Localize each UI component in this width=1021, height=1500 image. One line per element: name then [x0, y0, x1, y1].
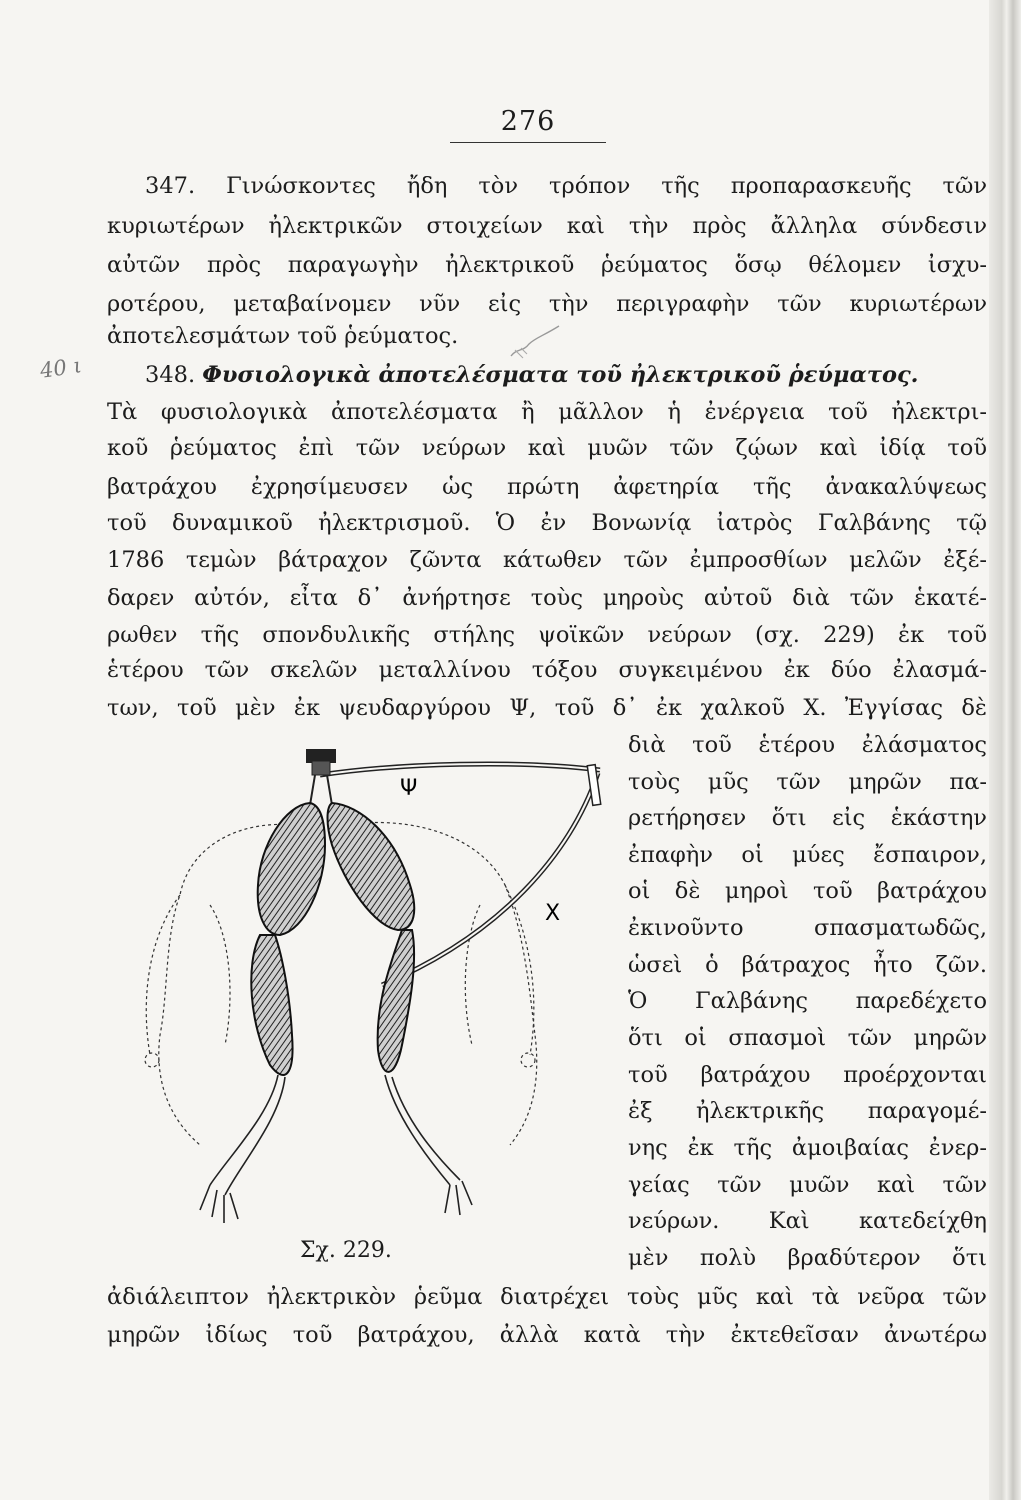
text-line: ἐκινοῦντο σπασματωδῶς,	[628, 915, 987, 941]
text-line: νης ἐκ τῆς ἀμοιβαίας ἐνερ-	[628, 1135, 987, 1161]
text-line: νεύρων. Καὶ κατεδείχθη	[628, 1208, 987, 1234]
text-line: ὡσεὶ ὁ βάτραχος ἦτο ζῶν.	[628, 952, 987, 978]
left-calf	[251, 935, 292, 1075]
text-line: κυριωτέρων ἠλεκτρικῶν στοιχείων καὶ τὴν πρὸς ἄλληλα σύνδεσιν	[107, 213, 987, 239]
frog-legs-figure	[120, 735, 620, 1245]
text-line: ἐπαφὴν οἱ μύες ἔσπαιρον,	[628, 842, 987, 868]
text-line: ἀδιάλειπτον ἠλεκτρικὸν ῥεῦμα διατρέχει τοὺς μῦς καὶ τὰ νεῦρα τῶν	[107, 1284, 987, 1310]
text-line: ρωθεν τῆς σπονδυλικῆς στήλης ψοϊκῶν νεύρων (σχ. 229) ἐκ τοῦ	[107, 622, 987, 648]
section-title: Φυσιολογικὰ ἀποτελέσματα τοῦ ἠλεκτρικοῦ ῥεύματος.	[202, 362, 919, 388]
text-line: 347. Γινώσκοντες ἤδη τὸν τρόπον τῆς προπαρασκευῆς τῶν	[145, 173, 987, 199]
text-line: Ὁ Γαλβάνης παρεδέχετο	[628, 988, 987, 1014]
text-line: τοῦ βατράχου προέρχονται	[628, 1062, 987, 1088]
chi-label: X	[545, 901, 561, 926]
text-line: ρετήρησεν ὅτι εἰς ἑκάστην	[628, 805, 987, 831]
text-line: Τὰ φυσιολογικὰ ἀποτελέσματα ἢ μᾶλλον ἡ ἐνέργεια τοῦ ἠλεκτρι-	[107, 399, 987, 425]
pencil-mark	[503, 322, 563, 362]
text-line: ροτέρου, μεταβαίνομεν νῦν εἰς τὴν περιγραφὴν τῶν κυριωτέρων	[107, 291, 987, 317]
section-heading	[145, 360, 987, 390]
text-line: ἐξ ἠλεκτρικῆς παραγομέ-	[628, 1098, 987, 1124]
text-line: μὲν πολὺ βραδύτερον ὅτι	[628, 1245, 987, 1271]
text-line: αὐτῶν πρὸς παραγωγὴν ἠλεκτρικοῦ ῥεύματος ὅσῳ θέλομεν ἰσχυ-	[107, 252, 987, 278]
left-thigh	[258, 803, 325, 935]
text-line: τοῦ δυναμικοῦ ἠλεκτρισμοῦ. Ὁ ἐν Βονωνίᾳ ἰατρὸς Γαλβάνης τῷ	[107, 510, 987, 536]
figure-caption: Σχ. 229.	[300, 1238, 392, 1263]
text-line: 1786 τεμὼν βάτραχον ζῶντα κάτωθεν τῶν ἐμπροσθίων μελῶν ἐξέ-	[107, 547, 987, 573]
frog-body-outline	[145, 823, 537, 1146]
text-line: γείας τῶν μυῶν καὶ τῶν	[628, 1172, 987, 1198]
text-line: τοὺς μῦς τῶν μηρῶν πα-	[628, 769, 987, 795]
section-number: 348.	[145, 362, 196, 388]
text-line: οἱ δὲ μηροὶ τοῦ βατράχου	[628, 878, 987, 904]
text-line: δαρεν αὐτόν, εἶτα δ᾽ ἀνήρτησε τοὺς μηροὺς αὐτοῦ διὰ τῶν ἑκατέ-	[107, 585, 987, 611]
right-calf	[378, 930, 414, 1072]
header-rule	[450, 142, 606, 143]
text-line: διὰ τοῦ ἑτέρου ἐλάσματος	[628, 732, 987, 758]
psi-label: Ψ	[400, 776, 418, 801]
left-foot	[200, 1075, 285, 1223]
page-number: 276	[500, 106, 556, 137]
text-line: ἑτέρου τῶν σκελῶν μεταλλίνου τόξου συγκειμένου ἐκ δύο ἐλασμά-	[107, 657, 987, 683]
page-edge	[989, 0, 1021, 1500]
text-line: βατράχου ἐχρησίμευσεν ὡς πρώτη ἀφετηρία τῆς ἀνακαλύψεως	[107, 474, 987, 500]
margin-note: 40 ι	[38, 353, 84, 383]
text-line: μηρῶν ἰδίως τοῦ βατράχου, ἀλλὰ κατὰ τὴν ἐκτεθεῖσαν ἀνωτέρω	[107, 1322, 987, 1348]
right-thigh	[328, 803, 415, 930]
text-line: των, τοῦ μὲν ἐκ ψευδαργύρου Ψ, τοῦ δ᾽ ἐκ χαλκοῦ Χ. Ἐγγίσας δὲ	[107, 695, 987, 721]
right-foot	[385, 1075, 472, 1215]
text-line: ἀποτελεσμάτων τοῦ ῥεύματος.	[107, 323, 459, 349]
text-line: κοῦ ῥεύματος ἐπὶ τῶν νεύρων καὶ μυῶν τῶν ζῴων καὶ ἰδίᾳ τοῦ	[107, 435, 987, 461]
text-line: ὅτι οἱ σπασμοὶ τῶν μηρῶν	[628, 1025, 987, 1051]
